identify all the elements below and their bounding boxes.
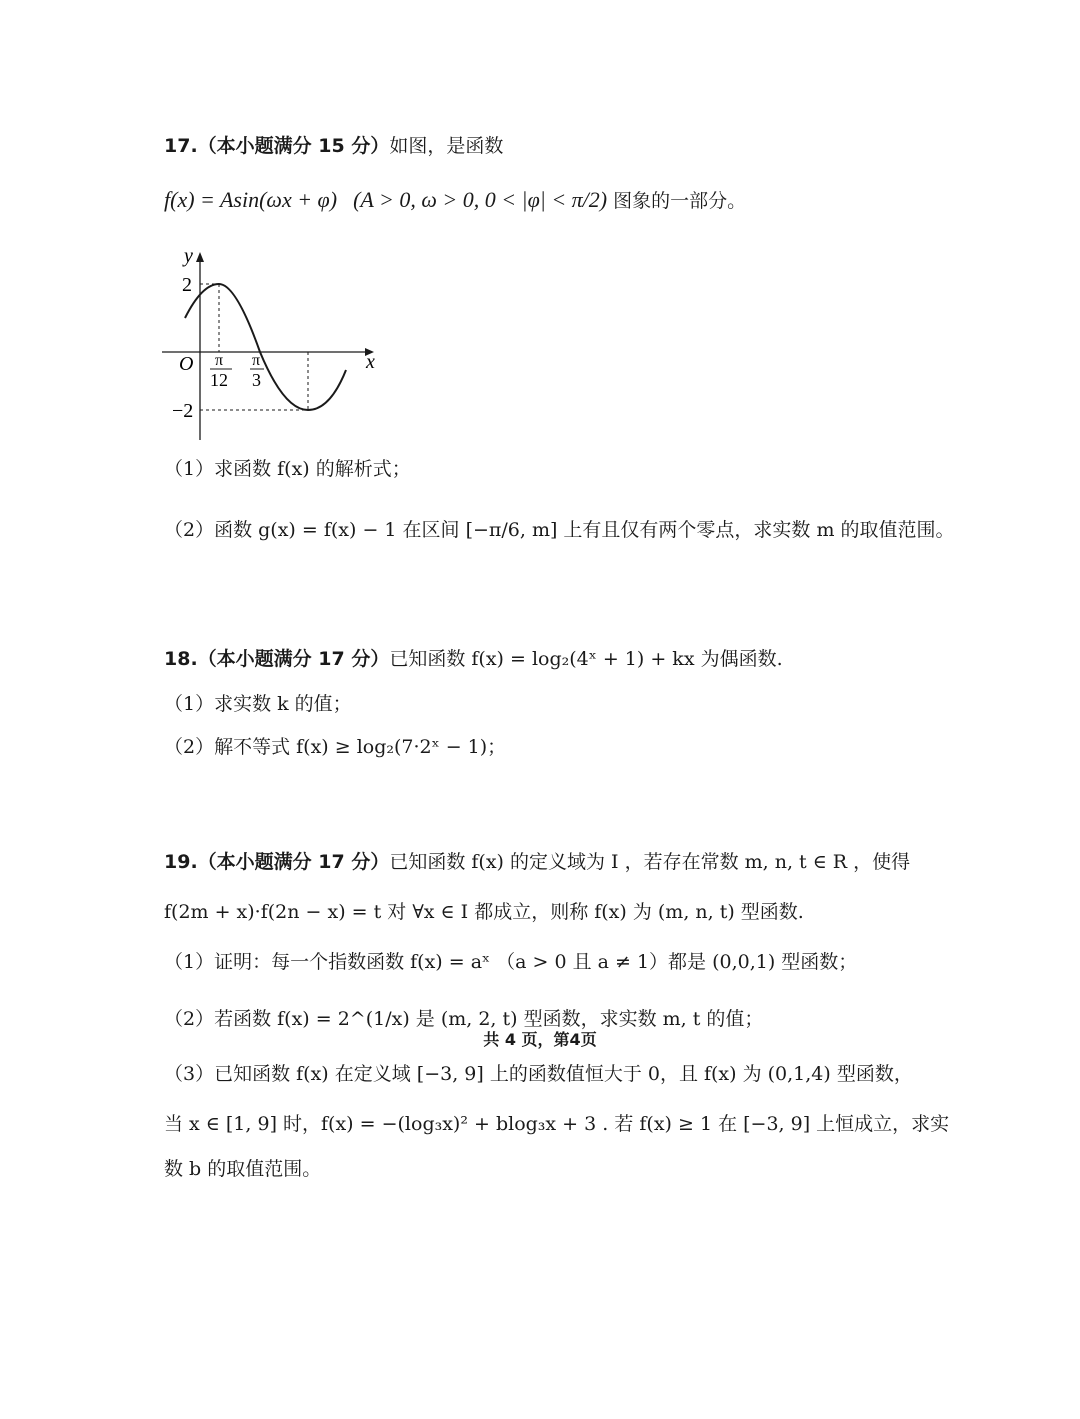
q19-part3-cont: 当 x ∈ [1, 9] 时，f(x) = −(log₃x)² + blog₃x + 3 . 若 f(x) ≥ 1 在 [−3, 9] 上恒成立，求实: [164, 1113, 950, 1135]
q17-part2: （2）函数 g(x) = f(x) − 1 在区间 [−π/6, m] 上有且仅有两个零点，求实数 m 的取值范围。: [164, 519, 955, 541]
q18-part1: （1）求实数 k 的值；: [164, 693, 352, 715]
q17-formula: f(x) = Asin(ωx + φ): [164, 187, 338, 212]
page-footer: 共 4 页，第4页: [483, 1030, 597, 1049]
q19-definition: f(2m + x)·f(2n − x) = t 对 ∀x ∈ I 都成立，则称 f(x) 为 (m, n, t) 型函数.: [164, 901, 804, 923]
q17-formula-line: [164, 186, 746, 215]
q18-header: [164, 645, 783, 673]
sine-graph: [160, 244, 390, 444]
q17-number: 17.: [164, 135, 198, 157]
q17-formula-tail: 图象的一部分。: [613, 190, 747, 212]
q18-part2: （2）解不等式 f(x) ≥ log₂(7·2ˣ − 1)；: [164, 736, 507, 758]
q17-score-tag: （本小题满分 15 分）: [197, 135, 390, 157]
q19-stem: 已知函数 f(x) 的定义域为 I ，若存在常数 m, n, t ∈ R ，使得: [389, 851, 911, 873]
sine-curve: [185, 284, 346, 410]
q17-condition: (A > 0, ω > 0, 0 < |φ| < π/2): [353, 187, 608, 212]
tick2-denominator: 3: [252, 370, 261, 390]
q18-number: 18.: [164, 648, 198, 670]
q19-score-tag: （本小题满分 17 分）: [197, 851, 390, 873]
q18-score-tag: （本小题满分 17 分）: [197, 648, 390, 670]
y-max-label: 2: [182, 274, 192, 296]
y-axis-arrow: [196, 252, 204, 262]
q18-stem: 已知函数 f(x) = log₂(4ˣ + 1) + kx 为偶函数.: [389, 648, 783, 670]
q19-header: [164, 848, 910, 876]
tick1-numerator: π: [215, 352, 224, 369]
q17-part1: （1）求函数 f(x) 的解析式；: [164, 458, 411, 480]
q19-part1: （1）证明：每一个指数函数 f(x) = aˣ （a > 0 且 a ≠ 1）都是 (0,0,1) 型函数；: [164, 951, 858, 973]
tick2-numerator: π: [252, 352, 261, 369]
tick1-denominator: 12: [210, 370, 228, 390]
q17-header: [164, 132, 503, 160]
q17-intro: 如图，是函数: [389, 135, 504, 157]
origin-label: O: [179, 353, 194, 375]
q19-part3-end: 数 b 的取值范围。: [164, 1158, 322, 1180]
q19-number: 19.: [164, 851, 198, 873]
x-axis-label: x: [366, 351, 375, 373]
q19-part2: （2）若函数 f(x) = 2^(1/x) 是 (m, 2, t) 型函数，求实数 m, t 的值；: [164, 1008, 764, 1030]
y-min-label: −2: [172, 400, 194, 422]
y-axis-label: y: [184, 245, 193, 267]
q19-part3: （3）已知函数 f(x) 在定义域 [−3, 9] 上的函数值恒大于 0，且 f(x) 为 (0,1,4) 型函数，: [164, 1063, 913, 1085]
